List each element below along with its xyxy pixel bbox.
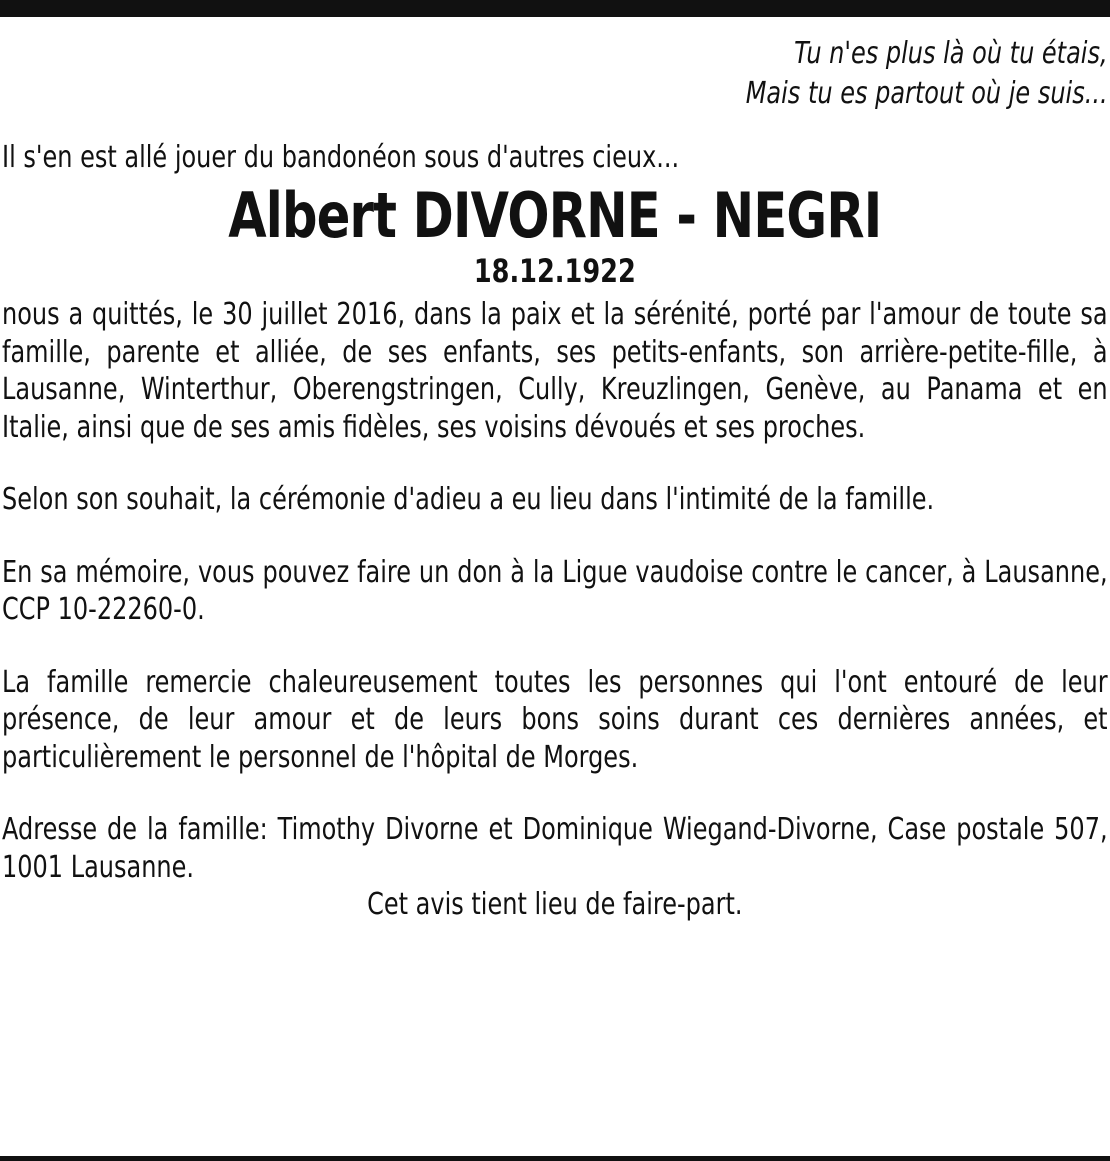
top-border-bar xyxy=(0,0,1110,17)
obituary-notice xyxy=(2,34,1108,923)
bottom-border-bar xyxy=(0,1156,1110,1161)
death-notice-paragraph: nous a quittés, le 30 juillet 2016, dans la paix et la sérénité, porté par l'amour de toute sa famille, parente et alliée, de ses enfants, ses petits-enfants, son arrière-petite-fille, à Lausanne, Winterthur, Oberengstringen, Cully, Kreuzlingen, Genève, au Panama et en Italie, ainsi que de ses amis fidèles, ses voisins dévoués et ses proches. xyxy=(2,297,1108,445)
donation-paragraph: En sa mémoire, vous pouvez faire un don à la Ligue vaudoise contre le cancer, à Lausanne, CCP 10-22260-0. xyxy=(2,554,1108,627)
birth-date: 18.12.1922 xyxy=(473,252,636,290)
deceased-name: Albert DIVORNE - NEGRI xyxy=(228,179,882,252)
epigraph-line-1: Tu n'es plus là où tu étais, xyxy=(794,36,1108,71)
closing-line: Cet avis tient lieu de faire-part. xyxy=(367,887,743,922)
family-address-paragraph: Adresse de la famille: Timothy Divorne et Dominique Wiegand-Divorne, Case postale 507, 1001 Lausanne. xyxy=(2,812,1108,885)
thanks-paragraph: La famille remercie chaleureusement toutes les personnes qui l'ont entouré de leur présence, de leur amour et de leurs bons soins durant ces dernières années, et particulièrement le personnel de l'hôpital de Morges. xyxy=(2,664,1108,775)
ceremony-paragraph: Selon son souhait, la cérémonie d'adieu a eu lieu dans l'intimité de la famille. xyxy=(2,482,935,517)
epigraph-line-2: Mais tu es partout où je suis... xyxy=(745,76,1108,111)
epigraph xyxy=(2,34,1108,114)
notice-body xyxy=(2,34,1108,923)
intro-line: Il s'en est allé jouer du bandonéon sous d'autres cieux... xyxy=(2,140,680,175)
